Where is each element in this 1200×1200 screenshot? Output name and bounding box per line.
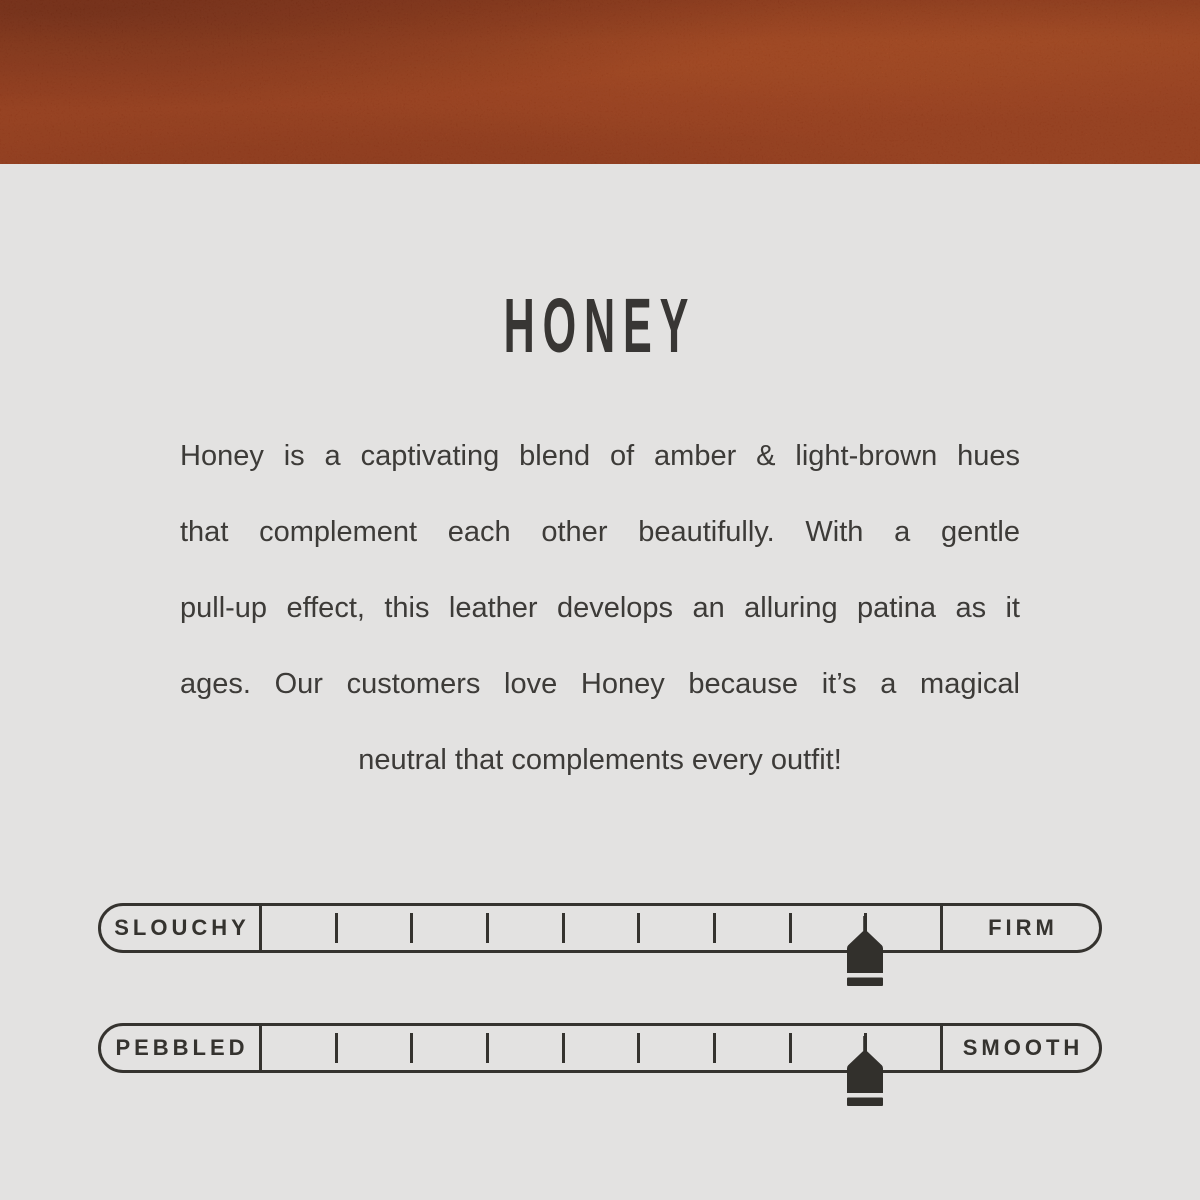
description-line: Honey is a captivating blend of amber & light-brown hues bbox=[180, 440, 1020, 472]
scale-left-label: PEBBLED bbox=[101, 1026, 262, 1070]
scale-track bbox=[262, 1026, 940, 1070]
tick-mark bbox=[410, 1033, 413, 1063]
scale-marker-icon bbox=[843, 1036, 887, 1106]
tick-mark bbox=[562, 913, 565, 943]
leather-texture-banner bbox=[0, 0, 1200, 164]
page-title bbox=[0, 280, 1200, 372]
tick-mark bbox=[713, 913, 716, 943]
page-title-text: HONEY bbox=[503, 283, 697, 369]
scale-track bbox=[262, 906, 940, 950]
tick-mark bbox=[410, 913, 413, 943]
description-line: ages. Our customers love Honey because it’s a magical bbox=[180, 668, 1020, 700]
scale-right-label: FIRM bbox=[940, 906, 1099, 950]
scale-pebbled-smooth bbox=[98, 1023, 1102, 1073]
tick-mark bbox=[562, 1033, 565, 1063]
tick-mark bbox=[637, 1033, 640, 1063]
tick-mark bbox=[789, 1033, 792, 1063]
scale-right-label: SMOOTH bbox=[940, 1026, 1099, 1070]
tick-mark bbox=[713, 1033, 716, 1063]
color-description bbox=[180, 418, 1020, 798]
tick-mark bbox=[637, 913, 640, 943]
tick-mark bbox=[335, 1033, 338, 1063]
scale-marker-icon bbox=[843, 916, 887, 986]
tick-mark bbox=[486, 1033, 489, 1063]
tick-mark bbox=[789, 913, 792, 943]
description-line: that complement each other beautifully. With a gentle bbox=[180, 516, 1020, 548]
scale-slouchy-firm bbox=[98, 903, 1102, 953]
tick-mark bbox=[486, 913, 489, 943]
leather-texture-image bbox=[0, 0, 1200, 164]
description-line: pull-up effect, this leather develops an alluring patina as it bbox=[180, 592, 1020, 624]
scale-left-label: SLOUCHY bbox=[101, 906, 262, 950]
tick-mark bbox=[335, 913, 338, 943]
description-line: neutral that complements every outfit! bbox=[358, 744, 842, 776]
